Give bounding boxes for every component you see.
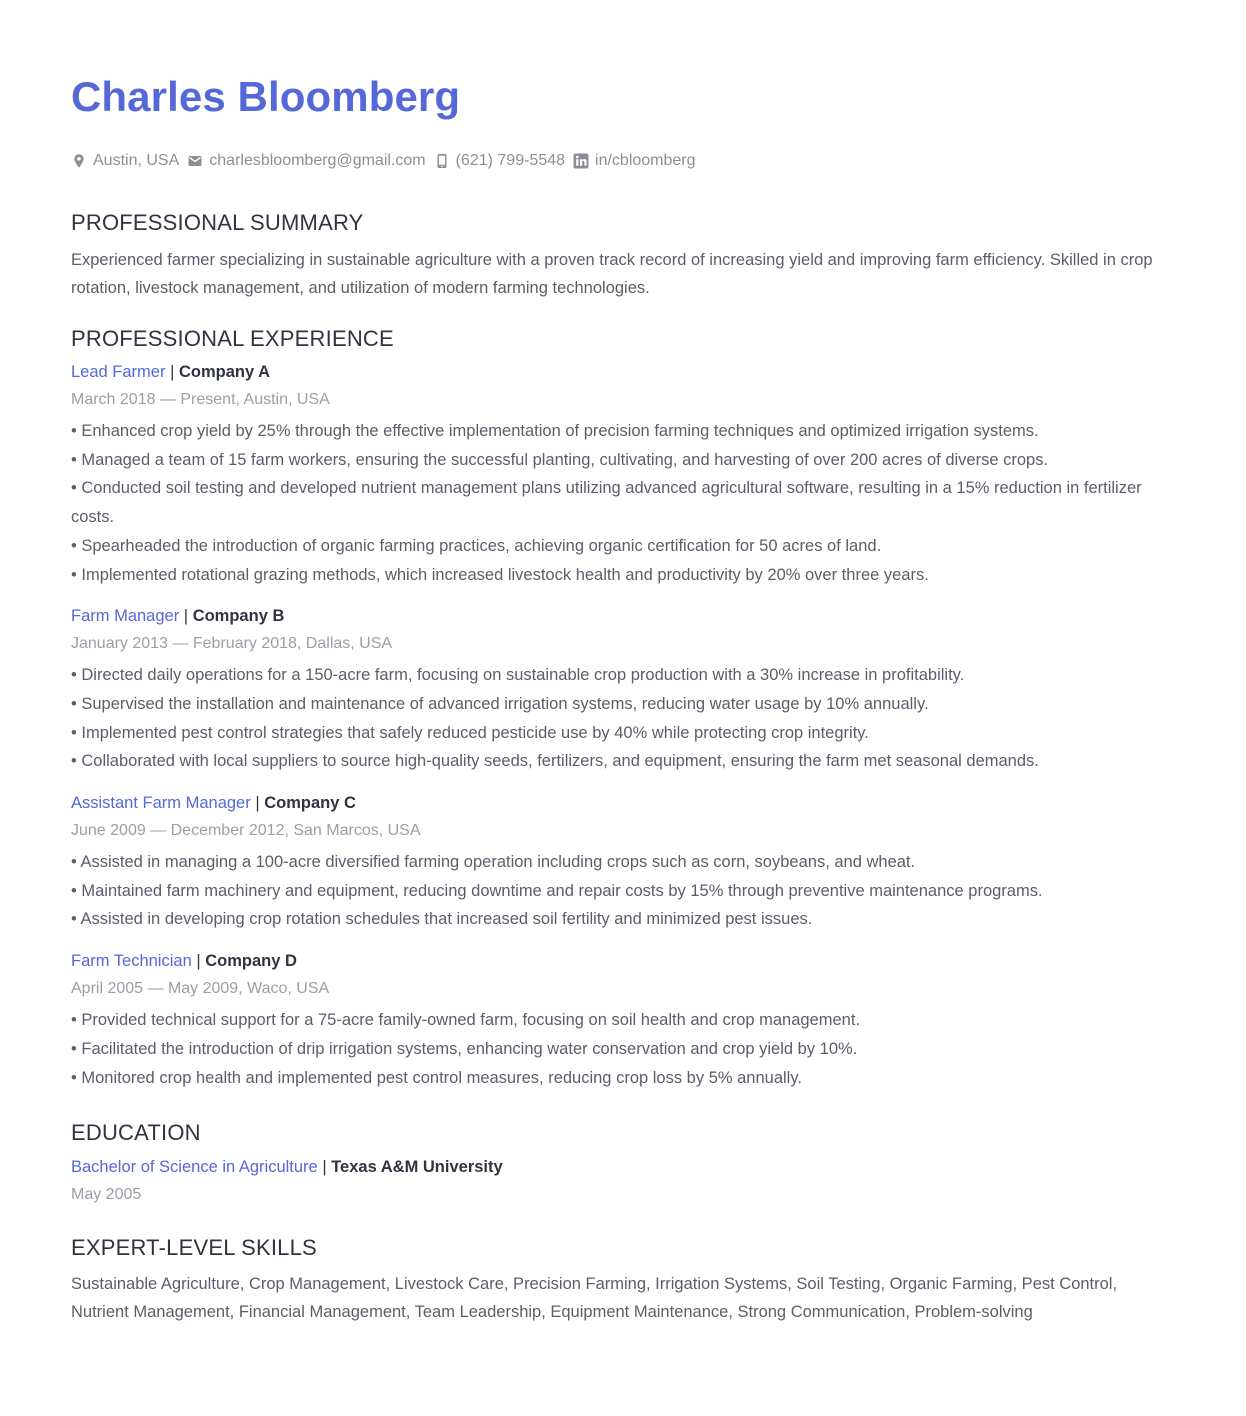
experience-heading: PROFESSIONAL EXPERIENCE (71, 326, 394, 351)
job-bullets (71, 848, 1160, 934)
job-bullet: • Implemented pest control strategies that safely reduced pesticide use by 40% while protecting crop integrity. (71, 723, 869, 742)
job-bullet: • Assisted in developing crop rotation schedules that increased soil fertility and minimized pest issues. (71, 910, 813, 929)
job-header (71, 792, 1160, 814)
contact-linkedin[interactable] (573, 152, 696, 170)
job-bullet: • Implemented rotational grazing methods, which increased livestock health and productivity by 20% over three years. (71, 565, 929, 584)
job-bullet: • Spearheaded the introduction of organic farming practices, achieving organic certification for 50 acres of land. (71, 536, 882, 555)
linkedin-icon (573, 153, 589, 169)
education-heading: EDUCATION (71, 1120, 201, 1146)
job-bullet: • Supervised the installation and maintenance of advanced irrigation systems, reducing water usage by 10% annually. (71, 694, 929, 713)
job-dates: January 2013 — February 2018, Dallas, USA (71, 635, 393, 653)
job-role: Farm Technician (71, 952, 192, 971)
email-icon (187, 153, 203, 169)
job-entry (71, 950, 1160, 1092)
degree-separator: | (322, 1158, 327, 1177)
email-text[interactable]: charlesbloomberg@gmail.com (209, 152, 426, 169)
job-entry (71, 361, 1160, 589)
contact-email[interactable] (187, 152, 425, 170)
job-dates: March 2018 — Present, Austin, USA (71, 391, 330, 408)
job-header (71, 361, 1160, 383)
job-bullet: • Assisted in managing a 100-acre diversified farming operation including crops such as corn, soybeans, and wheat. (71, 853, 916, 872)
education-entry (71, 1156, 1160, 1178)
job-header (71, 950, 1160, 972)
school-name: Texas A&M University (331, 1158, 503, 1177)
job-company: Company A (178, 363, 271, 381)
candidate-name: Charles Bloomberg (71, 73, 461, 120)
job-bullet: • Monitored crop health and implemented pest control measures, reducing crop loss by 5% annually. (71, 1068, 802, 1087)
job-header (71, 605, 1160, 627)
job-company: Company D (205, 952, 297, 971)
phone-icon (434, 153, 450, 169)
skills-heading: EXPERT-LEVEL SKILLS (71, 1235, 317, 1261)
job-entry (71, 792, 1160, 934)
job-dates: June 2009 — December 2012, San Marcos, USA (71, 822, 421, 840)
job-role: Farm Manager (71, 607, 180, 626)
phone-text[interactable]: (621) 799-5548 (455, 152, 566, 169)
job-separator: | (196, 952, 201, 971)
job-bullet: • Directed daily operations for a 150-acre farm, focusing on sustainable crop production with a 30% increase in profitability. (71, 666, 965, 685)
experience-list (71, 361, 1160, 1092)
job-bullet: • Collaborated with local suppliers to source high-quality seeds, fertilizers, and equipment, ensuring the farm met seasonal demands. (71, 752, 1039, 771)
contact-bar (71, 149, 1160, 173)
job-role: Assistant Farm Manager (71, 794, 251, 813)
job-entry (71, 605, 1160, 776)
location-text: Austin, USA (93, 152, 180, 169)
job-bullet: • Enhanced crop yield by 25% through the effective implementation of precision farming techniques and optimized irrigation systems. (71, 422, 1039, 440)
job-company: Company B (192, 607, 285, 626)
job-bullet: • Provided technical support for a 75-acre family-owned farm, focusing on soil health and crop management. (71, 1011, 861, 1030)
job-separator: | (170, 363, 175, 381)
job-bullet: • Conducted soil testing and developed nutrient management plans utilizing advanced agricultural software, resulting in a 15% reduction in fertilizer costs. (71, 479, 1142, 527)
job-bullets (71, 1006, 1160, 1092)
linkedin-text[interactable]: in/cbloomberg (595, 152, 696, 169)
job-separator: | (183, 607, 189, 626)
job-company: Company C (264, 794, 356, 813)
degree-name: Bachelor of Science in Agriculture (71, 1158, 318, 1177)
job-bullets (71, 661, 1160, 776)
summary-heading: PROFESSIONAL SUMMARY (71, 210, 364, 235)
job-bullet: • Managed a team of 15 farm workers, ensuring the successful planting, cultivating, and harvesting of over 200 acres of diverse crops. (71, 450, 1049, 469)
education-date: May 2005 (71, 1186, 142, 1204)
job-bullet: • Maintained farm machinery and equipment, reducing downtime and repair costs by 15% through preventive maintenance programs. (71, 881, 1043, 900)
contact-phone[interactable] (434, 152, 565, 170)
job-dates: April 2005 — May 2009, Waco, USA (71, 980, 330, 998)
job-role: Lead Farmer (71, 363, 166, 381)
location-pin-icon (71, 153, 87, 169)
job-bullet: • Facilitated the introduction of drip irrigation systems, enhancing water conservation and crop yield by 10%. (71, 1039, 858, 1058)
contact-location (71, 152, 179, 170)
summary-text: Experienced farmer specializing in sustainable agriculture with a proven track record of increasing yield and improving farm efficiency. Skilled in crop rotation, livestock management, and utilization of modern farming technologies. (71, 251, 1153, 297)
job-separator: | (255, 794, 260, 813)
job-bullets (71, 417, 1160, 589)
skills-text: Sustainable Agriculture, Crop Management, Livestock Care, Precision Farming, Irrigation Systems, Soil Testing, Organic Farming, Pest Control, Nutrient Management, Financial Management, Team Leadership, Equipment Maintenance, Strong Communication, Problem-solving (71, 1275, 1118, 1321)
